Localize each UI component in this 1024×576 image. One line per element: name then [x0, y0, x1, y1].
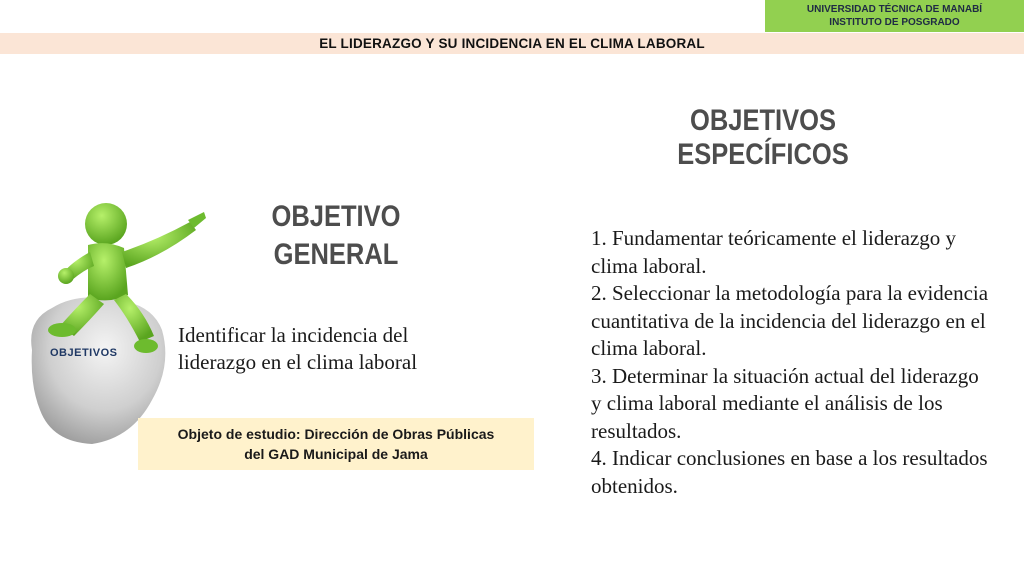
objetivo-especifico-item: 2. Seleccionar la metodología para la evidencia cuantitativa de la incidencia del liderazgo en el clima laboral. — [591, 281, 989, 360]
rock-label: OBJETIVOS — [50, 347, 118, 359]
slide-title: EL LIDERAZGO Y SU INCIDENCIA EN EL CLIMA LABORAL — [319, 36, 705, 51]
objetivo-general-heading-line2: GENERAL — [273, 238, 399, 271]
objetivos-especificos-heading-line2: ESPECÍFICOS — [677, 138, 849, 171]
objetivo-general-text-line2: liderazgo en el clima laboral — [178, 350, 418, 374]
objetivo-general-heading — [251, 198, 421, 274]
figure-body — [88, 243, 128, 300]
objeto-de-estudio-box — [138, 418, 534, 470]
objeto-line2: del GAD Municipal de Jama — [244, 446, 428, 462]
objetivo-especifico-item: 4. Indicar conclusiones en base a los resultados obtenidos. — [591, 446, 988, 498]
objetivo-general-text — [178, 322, 488, 376]
objetivos-especificos-heading — [665, 104, 861, 172]
figure-left-foot — [48, 323, 76, 337]
figure-right-foot — [134, 339, 158, 353]
objetivos-especificos-heading-line1: OBJETIVOS — [690, 104, 836, 137]
objetivo-general-heading-line1: OBJETIVO — [271, 200, 401, 233]
objetivo-general-text-line1: Identificar la incidencia del — [178, 323, 409, 347]
figure-left-hand — [58, 268, 74, 284]
university-name: UNIVERSIDAD TÉCNICA DE MANABÍ — [806, 4, 983, 15]
slide-title-bar — [0, 33, 1024, 54]
objetivo-especifico-item: 1. Fundamentar teóricamente el liderazgo y clima laboral. — [591, 226, 957, 278]
university-badge — [765, 0, 1024, 32]
figure-head — [85, 203, 127, 245]
objetivo-especifico-item: 3. Determinar la situación actual del liderazgo y clima laboral mediante el análisis de los resultados. — [591, 363, 979, 443]
figure-pointing-arm — [122, 222, 196, 268]
objeto-line1: Objeto de estudio: Dirección de Obras Públicas — [177, 426, 495, 442]
objetivos-especificos-list — [591, 225, 991, 500]
institute-name: INSTITUTO DE POSGRADO — [829, 17, 960, 28]
